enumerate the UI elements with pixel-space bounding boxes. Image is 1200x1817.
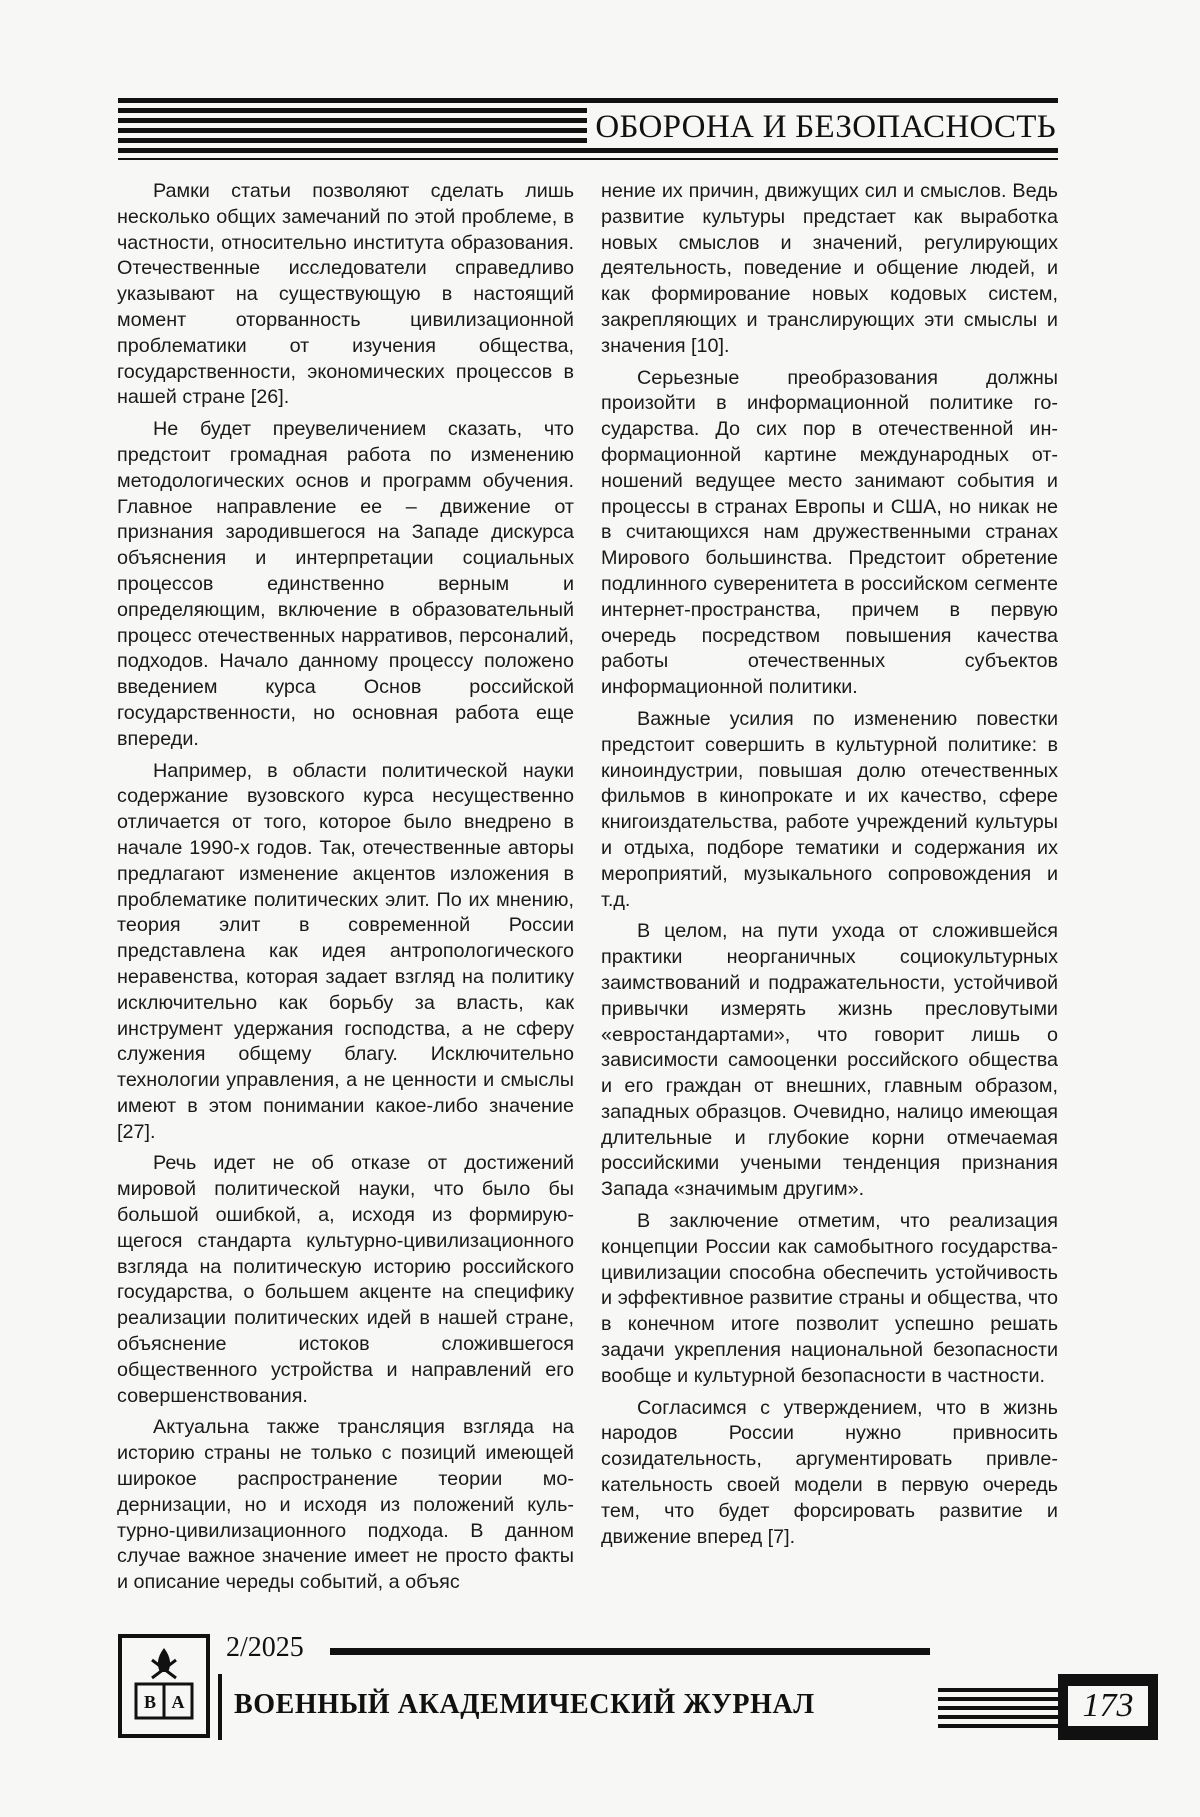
header-stripe xyxy=(118,148,1058,153)
header-stripe xyxy=(118,98,1058,103)
paragraph: Согласимся с утверждением, что в жизнь народов России нужно привносить созидательность, аргументировать привлекательность своей модели в первую очередь тем, что будет форсировать развитие и движение вперед [7]. xyxy=(601,1396,1058,1548)
journal-bar xyxy=(218,1674,1134,1740)
page-number: 173 xyxy=(1068,1686,1148,1726)
journal-stripes xyxy=(938,1688,1058,1728)
paragraph: Например, в области политической науки содержание вузовского курса несущественно отличается от того, которое было внедрено в начале 1990-х годов. Так, отечественные авторы предлагают изменение акцентов изложения в проблематике политических элит. По их мнению, теория элит в современной России представлена как идея антропологического неравенства, которая задает взгляд на политику исключительно как борьбу за власть, как инструмент удержания господства, а не сферу служения общему благу. Исключительно технологии управления, а не ценности и смыслы имеют в этом понимании какое-либо значение [27]. xyxy=(117,759,574,1143)
section-title: ОБОРОНА И БЕЗОПАСНОСТЬ xyxy=(587,108,1058,146)
paragraph: Речь идет не об отказе от достижений мировой политической науки, что было бы большой ошибкой, а, исходя из формирующегося стандарта культурно-цивилизационного взгляда на политическую историю российского государства, о большем акценте на специфику реализации политических идей в нашей стране, объяснение истоков сложившегося общественного устройства и направлений его совершенствования. xyxy=(117,1152,574,1407)
journal-name: ВОЕННЫЙ АКАДЕМИЧЕСКИЙ ЖУРНАЛ xyxy=(234,1689,815,1720)
running-header xyxy=(118,98,1058,160)
running-footer xyxy=(118,1632,1134,1740)
issue-number: 2/2025 xyxy=(226,1632,304,1663)
paragraph: Серьезные преобразования должны произойти в информационной политике государства. До сих пор в отечественной информационной картине международных отношений ведущее место занимают события и процессы в странах Европы и США, но никак не в считающихся нам дружественными странах Мирового большинства. Предстоит обретение подлинного суверенитета в российском сегменте интернет-пространства, причем в первую очередь посредством повышения качества работы отечественных субъектов информационной политики. xyxy=(601,366,1058,699)
right-column xyxy=(601,179,1058,1556)
paragraph: В целом, на пути ухода от сложившейся практики неорганичных социокультурных заимствований и подражательности, устойчивой привычки измерять жизнь пресловутыми «евростандартами», что говорит лишь о зависимости самооценки российского общества и его граждан от внешних, главным образом, западных образцов. Очевидно, налицо имеющая длительные и глубокие корни отмечаемая российскими учеными тенденция признания Запада «значимым другим». xyxy=(601,920,1058,1201)
paragraph: нение их причин, движущих сил и смыслов. Ведь развитие культуры предстает как выработка новых смыслов и значений, регулирующих деятельность, поведение и общение людей, и как формирование новых кодовых систем, закрепляющих и транслирующих эти смыслы и значения [10]. xyxy=(601,180,1058,357)
svg-text:В: В xyxy=(143,1692,157,1712)
paragraph: Не будет преувеличением сказать, что предстоит громадная работа по изменению методологических основ и программ обучения. Главное направление ее – движение от признания зародившегося на Западе дискурса объяснения и интерпретации социальных процессов единственно верным и определяющим, включение в образовательный процесс отечественных нарративов, персоналий, подходов. Начало данному процессу положено введением курса Основ российской государственности, но основная работа еще впереди. xyxy=(117,418,574,750)
page-number-box xyxy=(1058,1674,1158,1740)
paragraph: Важные усилия по изменению повестки предстоит совершить в культурной политике: в киноиндустрии, повышая долю отечественных фильмов в кинопрокате и их качество, сфере книгоиздательства, работе учреждений культуры и отдыха, подборе тематики и содержания их мероприятий, музыкального сопровождения и т.д. xyxy=(601,707,1058,911)
crest-icon xyxy=(122,1638,206,1734)
header-stripe xyxy=(118,158,1058,160)
paragraph: В заключение отметим, что реализация концепции России как самобытного государства-цивилизации способна обеспечить устойчивость и эффективное развитие страны и общества, что в конечном итоге позволит успешно решать задачи укрепления национальной безопасности вообще и культурной безопасности в частности. xyxy=(601,1210,1058,1387)
divider xyxy=(218,1674,222,1740)
left-column xyxy=(117,179,574,1602)
svg-text:А: А xyxy=(171,1692,185,1712)
paragraph: Рамки статьи позволяют сделать лишь несколько общих замечаний по этой проблеме, в частности, относительно института образования. Отечественные исследователи справедливо указывают на существующую в настоящий момент оторванность цивилизационной проблематики от изучения общества, государственности, экономических процессов в нашей стране [26]. xyxy=(117,180,574,409)
paragraph: Актуальна также трансляция взгляда на историю страны не только с позиций имеющей широкое распространение теории модернизации, но и исходя из положений культурно-цивилизационного подхода. В данном случае важное значение имеет не просто факты и описание череды событий, а объяс xyxy=(117,1416,574,1594)
issue-rule xyxy=(330,1648,930,1655)
journal-logo xyxy=(118,1634,210,1738)
